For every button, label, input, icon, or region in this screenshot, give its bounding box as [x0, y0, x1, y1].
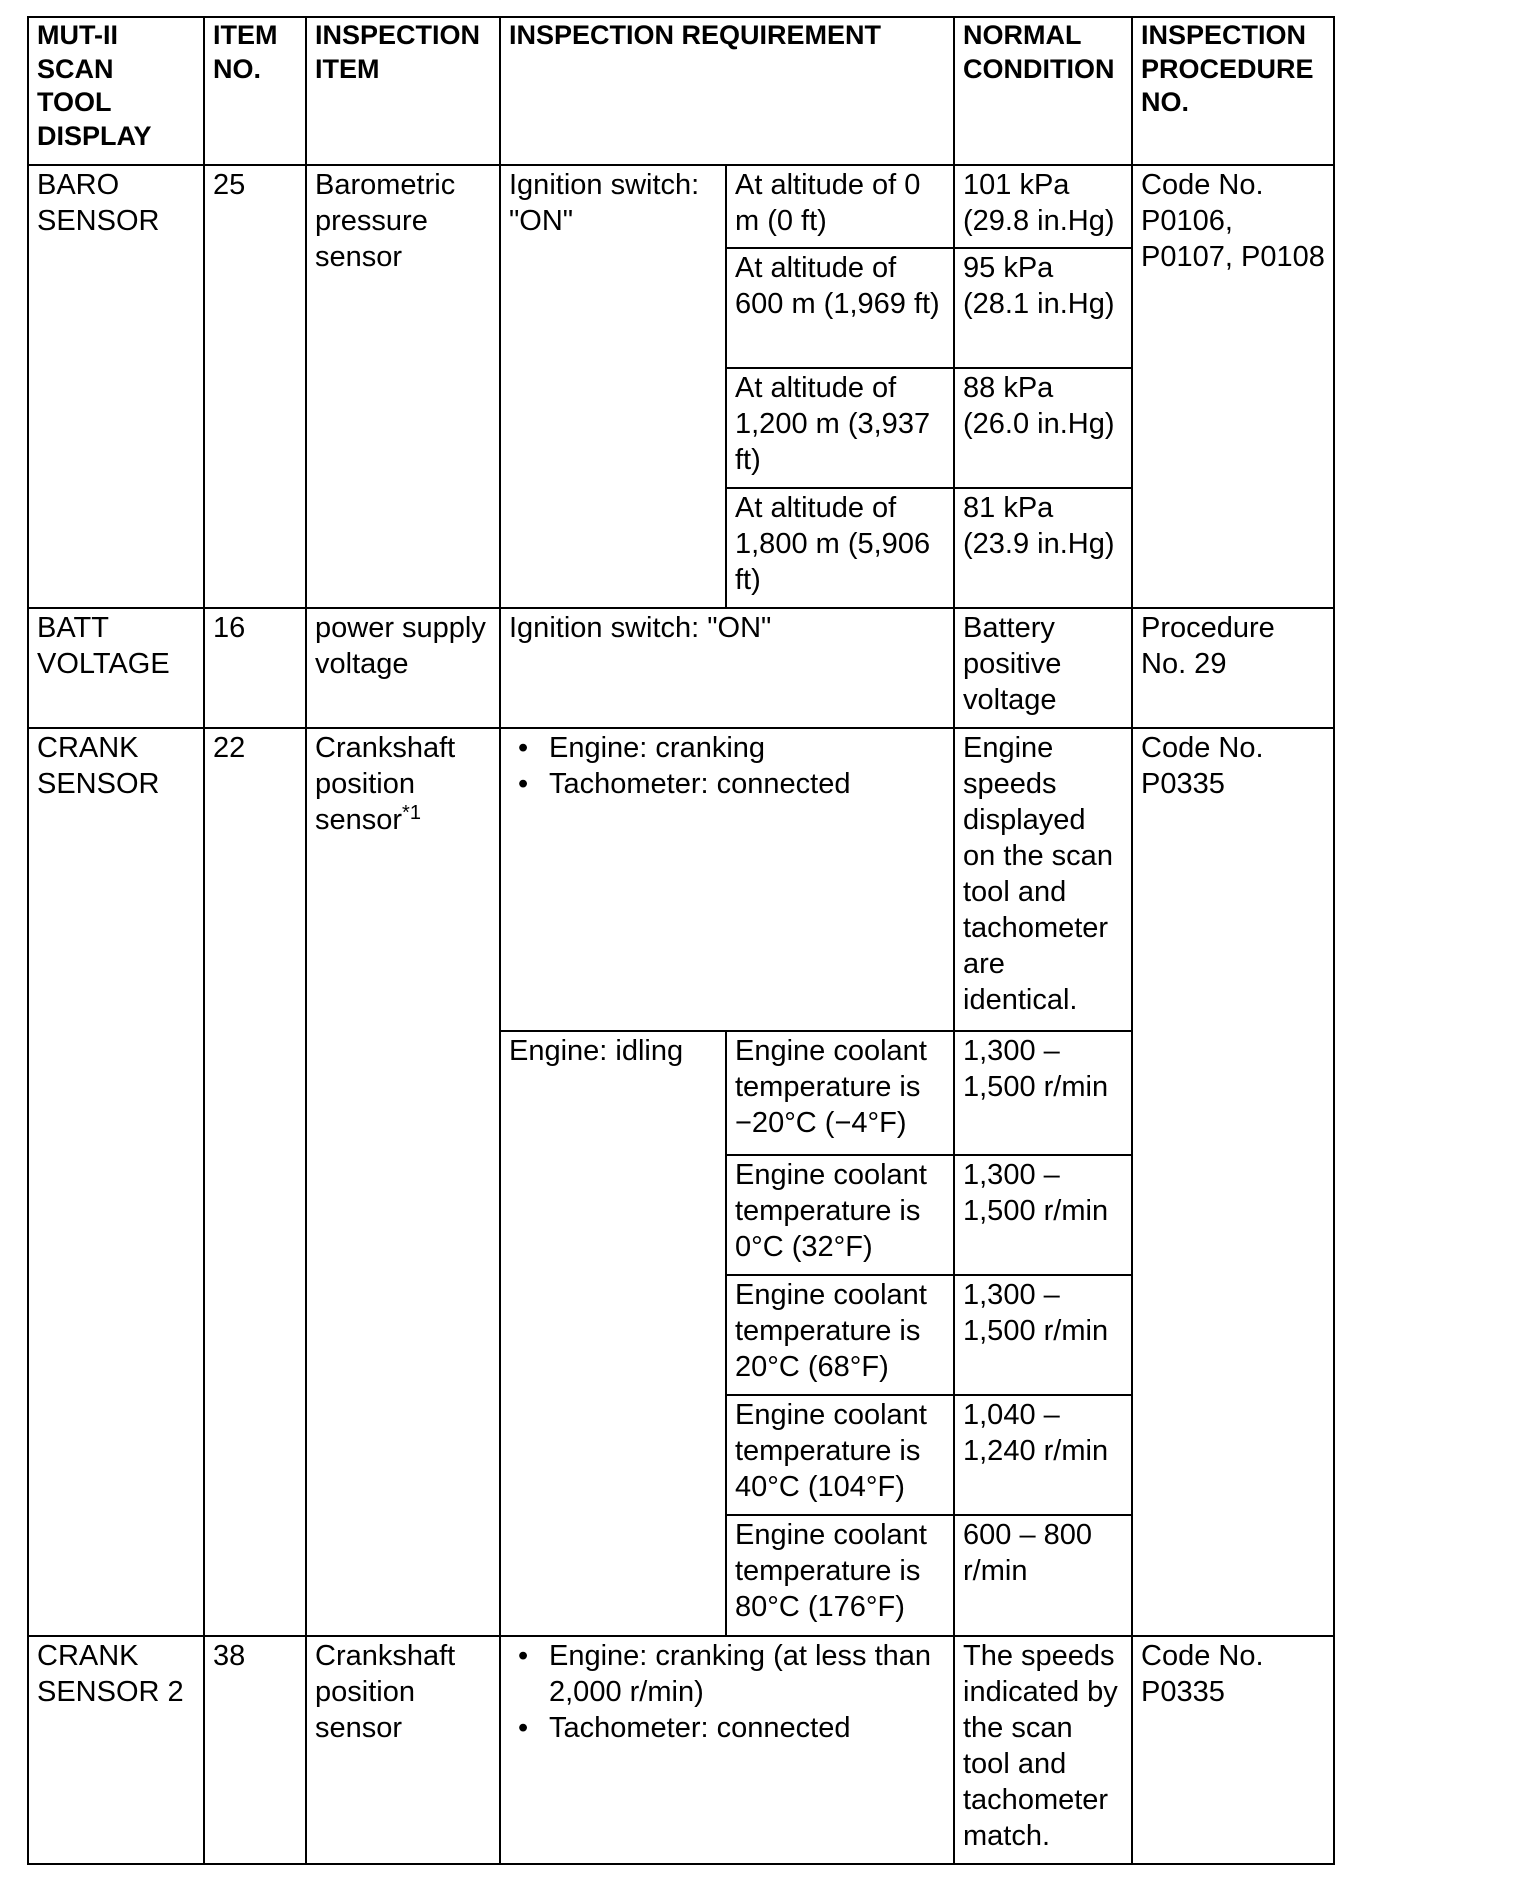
table-row	[28, 1636, 1334, 1864]
crank-procedure-cell: Code No. P0335	[1132, 728, 1334, 1636]
crank-normal-cell: 1,300 – 1,500 r/min	[954, 1155, 1132, 1275]
list-item: • Tachometer: connected	[509, 766, 945, 802]
table-row	[28, 608, 1334, 728]
crank-condition-cell: Engine coolant temperature is −20°C (−4°F)	[726, 1031, 954, 1155]
batt-procedure-cell: Procedure No. 29	[1132, 608, 1334, 728]
baro-normal-cell: 88 kPa (26.0 in.Hg)	[954, 368, 1132, 488]
list-item: • Engine: cranking	[509, 730, 945, 766]
header-row	[28, 17, 1334, 165]
crank-display-cell: CRANK SENSOR	[28, 728, 204, 1636]
baro-normal-cell: 81 kPa (23.9 in.Hg)	[954, 488, 1132, 608]
baro-normal-cell: 95 kPa (28.1 in.Hg)	[954, 248, 1132, 368]
batt-normal-cell: Battery positive voltage	[954, 608, 1132, 728]
crank2-requirement-list	[509, 1638, 945, 1746]
crank2-procedure-cell: Code No. P0335	[1132, 1636, 1334, 1864]
header-item-no: ITEM NO.	[204, 17, 306, 165]
crank-condition-cell: Engine coolant temperature is 0°C (32°F)	[726, 1155, 954, 1275]
batt-item-cell: power supply voltage	[306, 608, 500, 728]
crank-normal-cell: 1,300 – 1,500 r/min	[954, 1031, 1132, 1155]
inspection-table	[27, 16, 1335, 1865]
crank-condition-cell: Engine coolant temperature is 40°C (104°F)	[726, 1395, 954, 1515]
header-inspection-item: INSPECTION ITEM	[306, 17, 500, 165]
batt-item-no-cell: 16	[204, 608, 306, 728]
list-item: • Engine: cranking (at less than 2,000 r/min)	[509, 1638, 945, 1710]
crank2-display-cell: CRANK SENSOR 2	[28, 1636, 204, 1864]
list-item: • Tachometer: connected	[509, 1710, 945, 1746]
baro-item-cell: Barometric pressure sensor	[306, 165, 500, 608]
crank2-requirement-cell	[500, 1636, 954, 1864]
footnote-marker: *1	[402, 802, 421, 824]
crank2-item-no-cell: 38	[204, 1636, 306, 1864]
header-inspection-procedure: INSPECTION PROCEDURE NO.	[1132, 17, 1334, 165]
baro-display-cell: BARO SENSOR	[28, 165, 204, 608]
crank-requirement-list	[509, 730, 945, 802]
header-normal-condition: NORMAL CONDITION	[954, 17, 1132, 165]
crank-item-text: Crankshaft position sensor	[315, 732, 456, 836]
baro-condition-cell: At altitude of 600 m (1,969 ft)	[726, 248, 954, 368]
table-row	[28, 728, 1334, 1031]
crank-item-no-cell: 22	[204, 728, 306, 1636]
batt-requirement-cell: Ignition switch: "ON"	[500, 608, 954, 728]
crank2-normal-cell: The speeds indicated by the scan tool and tachometer match.	[954, 1636, 1132, 1864]
crank-normal-cell: 1,040 – 1,240 r/min	[954, 1395, 1132, 1515]
crank-normal-cell: 600 – 800 r/min	[954, 1515, 1132, 1636]
crank2-item-cell: Crankshaft position sensor	[306, 1636, 500, 1864]
crank-normal-cell: 1,300 – 1,500 r/min	[954, 1275, 1132, 1395]
baro-requirement-cell: Ignition switch: "ON"	[500, 165, 726, 608]
crank-condition-cell: Engine coolant temperature is 20°C (68°F)	[726, 1275, 954, 1395]
header-inspection-requirement: INSPECTION REQUIREMENT	[500, 17, 954, 165]
header-scan-tool-display: MUT-II SCAN TOOL DISPLAY	[28, 17, 204, 165]
batt-display-cell: BATT VOLTAGE	[28, 608, 204, 728]
crank-item-cell	[306, 728, 500, 1636]
crank-cranking-requirement-cell	[500, 728, 954, 1031]
crank-condition-cell: Engine coolant temperature is 80°C (176°F)	[726, 1515, 954, 1636]
baro-condition-cell: At altitude of 1,800 m (5,906 ft)	[726, 488, 954, 608]
baro-item-no-cell: 25	[204, 165, 306, 608]
baro-procedure-cell: Code No. P0106, P0107, P0108	[1132, 165, 1334, 608]
baro-condition-cell: At altitude of 0 m (0 ft)	[726, 165, 954, 248]
baro-normal-cell: 101 kPa (29.8 in.Hg)	[954, 165, 1132, 248]
crank-cranking-normal-cell: Engine speeds displayed on the scan tool and tachometer are identical.	[954, 728, 1132, 1031]
baro-condition-cell: At altitude of 1,200 m (3,937 ft)	[726, 368, 954, 488]
crank-idle-requirement-cell: Engine: idling	[500, 1031, 726, 1636]
table-row	[28, 165, 1334, 248]
